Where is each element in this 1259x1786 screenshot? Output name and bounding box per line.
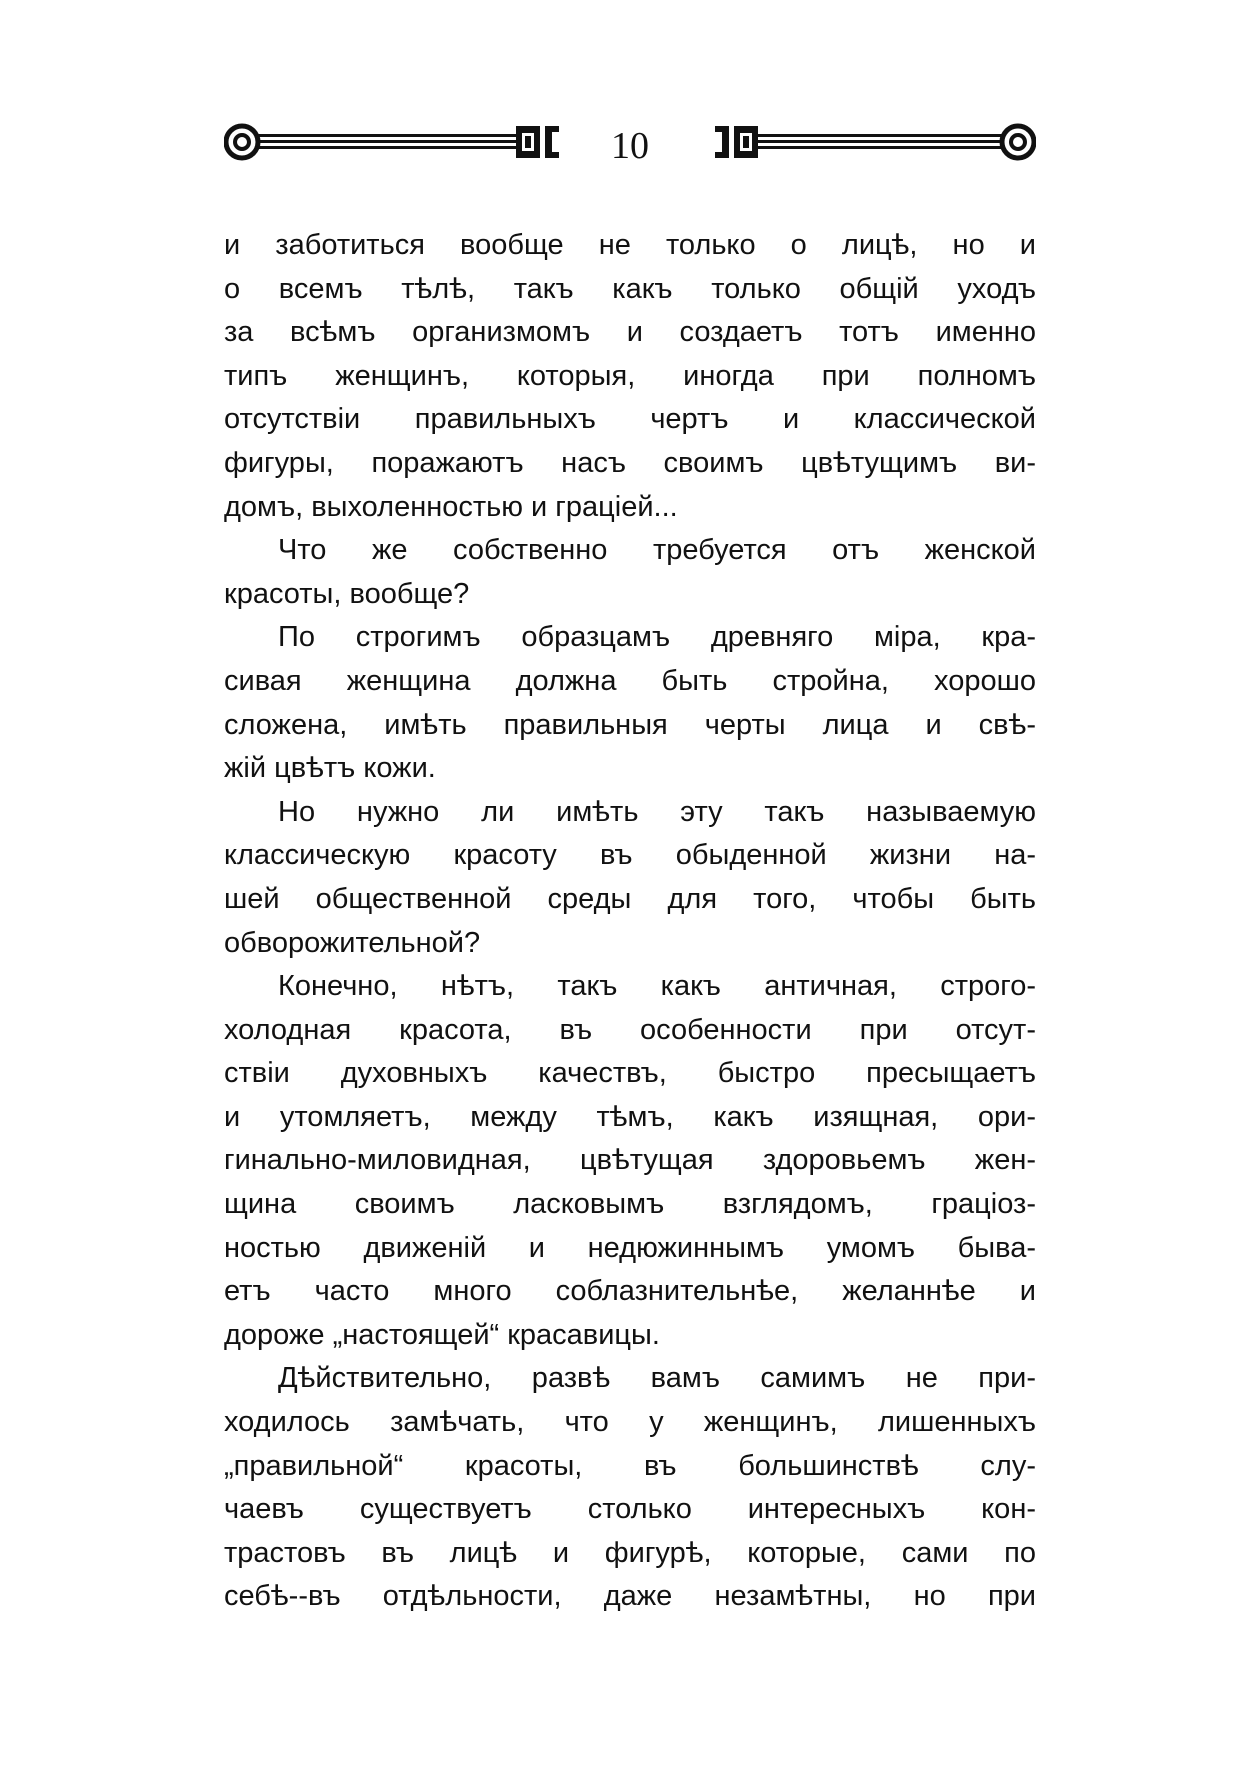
text-line: Что же собственно требуется отъ женской xyxy=(278,534,1036,567)
ornament-right-block-icon xyxy=(715,126,758,158)
text-line: и заботиться вообще не только о лицѣ, но и xyxy=(224,229,1036,261)
text-line: домъ, выхоленностью и граціей... xyxy=(224,490,678,523)
text-line: ходилось замѣчать, что у женщинъ, лишенныхъ xyxy=(224,1406,1036,1439)
text-line: Дѣйствительно, развѣ вамъ самимъ не при- xyxy=(278,1362,1036,1395)
text-line: сивая женщина должна быть стройна, хорошо xyxy=(224,664,1036,697)
text-line: фигуры, поражаютъ насъ своимъ цвѣтущимъ ви- xyxy=(224,446,1036,479)
text-line: Но нужно ли имѣть эту такъ называемую xyxy=(278,795,1036,828)
text-line: и утомляетъ, между тѣмъ, какъ изящная, ори- xyxy=(224,1100,1036,1133)
page-number: 10 xyxy=(611,125,649,167)
text-line: о всемъ тѣлѣ, такъ какъ только общій уходъ xyxy=(224,272,1036,305)
ornament-right-ring-icon xyxy=(1002,126,1034,158)
ornament-right-rule xyxy=(758,134,1002,149)
text-line: Конечно, нѣтъ, такъ какъ античная, строго- xyxy=(278,970,1036,1003)
text-line: чаевъ существуетъ столько интересныхъ кон- xyxy=(224,1493,1036,1526)
text-line: за всѣмъ организмомъ и создаетъ тотъ именно xyxy=(224,316,1036,349)
ornament-left-block-icon xyxy=(516,126,559,158)
text-line: „правильной“ красоты, въ большинствѣ слу- xyxy=(224,1449,1036,1482)
text-line: классическую красоту въ обыденной жизни на- xyxy=(224,839,1036,872)
text-line: гинально-миловидная, цвѣтущая здоровьемъ жен- xyxy=(224,1144,1036,1177)
text-line: типъ женщинъ, которыя, иногда при полномъ xyxy=(224,359,1036,392)
text-line: обворожительной? xyxy=(224,926,481,959)
ornament-left-rule xyxy=(258,134,516,149)
text-line: По строгимъ образцамъ древняго міра, кра- xyxy=(278,621,1036,654)
text-line: дороже „настоящей“ красавицы. xyxy=(224,1318,660,1351)
text-line: етъ часто много соблазнительнѣе, желаннѣе и xyxy=(224,1275,1036,1308)
text-line: ствіи духовныхъ качествъ, быстро пресыщаетъ xyxy=(224,1057,1036,1090)
text-line: отсутствіи правильныхъ чертъ и классической xyxy=(224,403,1036,436)
text-line: трастовъ въ лицѣ и фигурѣ, которые, сами по xyxy=(224,1536,1036,1569)
page-header xyxy=(224,116,1036,178)
text-line: сложена, имѣть правильныя черты лица и свѣ- xyxy=(224,708,1036,741)
text-line: жій цвѣтъ кожи. xyxy=(224,752,436,785)
text-line: ностью движеній и недюжиннымъ умомъ быва- xyxy=(224,1231,1036,1264)
text-line: щина своимъ ласковымъ взглядомъ, граціоз- xyxy=(224,1188,1036,1221)
text-line: красоты, вообще? xyxy=(224,577,470,610)
body-text xyxy=(224,224,1036,1619)
text-line: холодная красота, въ особенности при отсут- xyxy=(224,1013,1036,1046)
ornament-left-ring-icon xyxy=(226,126,258,158)
text-line: себѣ--въ отдѣльности, даже незамѣтны, но при xyxy=(224,1580,1036,1613)
text-line: шей общественной среды для того, чтобы быть xyxy=(224,882,1036,915)
